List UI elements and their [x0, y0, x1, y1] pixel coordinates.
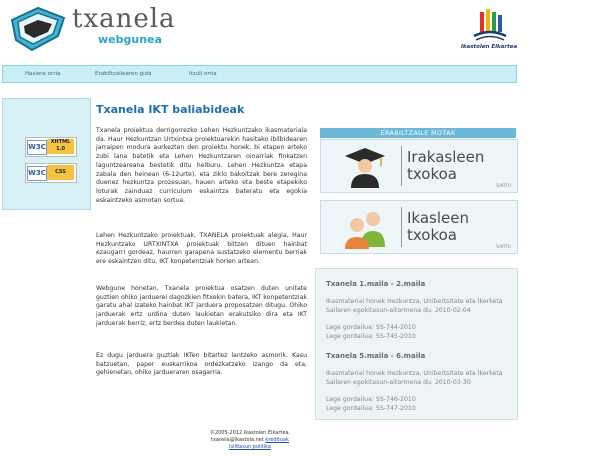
info-title: Txanela 1.maila - 2.maila [326, 280, 426, 288]
paragraph: Webgune honetan, Txanela proiektua osatzen duten unitate guztien ohiko jarduerei dagozkien fitxekin batera, IKT konpetentziak garatu ahal izateko hainbat IKT jarduera proposatzen ditugu. Ohiko jarduerak ertz urdina duten laukietan erakutsiko dira eta IKT jarduerak berriz, ertz berdea duten laukietan. [96, 285, 307, 327]
paragraph: Lehen Hezkuntzako proiektuak, TXANELA proiektuak alegia, Haur Hezkuntzako URTXINTXA proiektuak biltzen dituen hainbat ezaugarri gordeaz, haurren garapena sustatzeko elementu berriak ere eskaintzen ditu, IKT konpetentziak horien artean. [96, 232, 307, 266]
page-title: Txanela IKT baliabideak [96, 103, 245, 116]
w3c-mark: W3C [27, 166, 47, 181]
main-text [96, 127, 307, 205]
nav-item-back[interactable]: Itzuli orria [189, 71, 217, 77]
footer-contact [190, 437, 310, 444]
paragraph: Txanela proiektua derrigorrezko Lehen Hezkuntzako ikasmateriala da. Haur Hezkuntzan Urtxintxa proiektuarekin hasitako ibilbidearen jarraipen modura aurkezten den proiektu honek, bi etapen arteko zubi lana batetik eta Lehen Hezkuntzaren oinarriak finkatzen laguntzeareana bestetik ditu helburu. Lehen Hezkuntza etapa zabala den heinean (6-12urte), eta ziklo bakoitzak bere zeregina duenez hezkuntza prozesuan, hauen arteko eta beste etapekiko loturak zainduaz curriculum eskaintza bateratu eta egokia eskaintzeko asmotan sortua. [96, 127, 307, 204]
nav-item-user-guide[interactable]: Erabiltzailearen gida [95, 71, 152, 77]
site-header [0, 0, 600, 60]
w3c-xhtml-badge[interactable] [25, 137, 77, 157]
teachers-corner-button[interactable] [320, 139, 518, 193]
info-title: Txanela 5.maila - 6.maila [326, 352, 426, 360]
css-badge-label: CSS [47, 165, 74, 180]
teachers-corner-line2: txokoa [407, 165, 457, 183]
info-body: Ikasmaterial honek Hezkuntza, Unibertsitate eta Ikerketa Sailaren egokitasun-aitormena du, 2010-02-04 [326, 298, 503, 314]
enter-link[interactable]: SARTU [496, 184, 511, 189]
nav-item-home[interactable]: Hasiera orria [25, 71, 61, 77]
brand-name: txanela [72, 4, 176, 34]
footer [190, 430, 310, 451]
w3c-mark: W3C [27, 140, 47, 155]
students-icon [337, 207, 393, 249]
xhtml-badge-label: XHTML 1.0 [47, 139, 74, 154]
students-corner-button[interactable] [320, 200, 518, 254]
enter-link[interactable]: SARTU [496, 245, 511, 250]
w3c-css-badge[interactable] [25, 163, 77, 183]
teachers-corner-line1: Irakasleen [407, 148, 485, 166]
info-legal-line: Lege gordailua: SS-746-2010 [326, 396, 416, 403]
brand-subtitle: webgunea [98, 33, 162, 46]
privacy-policy-link[interactable]: Isilltasun politika [228, 444, 272, 450]
divider [401, 146, 402, 186]
students-corner-line2: txokoa [407, 226, 457, 244]
info-legal-line: Lege gordailua: SS-744-2010 [326, 324, 416, 331]
main-text [96, 285, 307, 329]
top-nav [2, 65, 517, 83]
info-box [315, 268, 518, 420]
main-text [96, 232, 307, 267]
info-legal-line: Lege gordailua: SS-745-2010 [326, 333, 416, 340]
contact-email: txanela@ikastola.net [211, 437, 264, 443]
divider [401, 207, 402, 247]
teacher-graduate-icon [341, 146, 389, 188]
copyright: ©2005-2012 Ikastolen Elkartea. [209, 430, 291, 436]
boat-logo-icon[interactable] [8, 6, 68, 52]
org-name: Ikastolen Elkartea [460, 44, 518, 50]
info-legal-line: Lege gordailua: SS-747-2010 [326, 405, 416, 412]
students-corner-line1: Ikasleen [407, 209, 469, 227]
user-types-heading: ERABILTZAILE MOTAK [320, 128, 516, 138]
main-text [96, 352, 307, 378]
credits-link[interactable]: kredituak [265, 437, 289, 443]
paragraph: Ez dugu jarduera guztiak IKTen bitartez lantzeko asmorik. Kasu batzuetan, paper euskarrikoa ordezkatzeko izango da eta, gehienetan, ohiko jardueraren osagarria. [96, 352, 307, 377]
side-panel [2, 98, 91, 210]
info-body: Ikasmaterial honek Hezkuntza, Unibertsitate eta Ikerketa Sailaren egokitasun-aitormena du, 2010-03-30 [326, 370, 503, 386]
